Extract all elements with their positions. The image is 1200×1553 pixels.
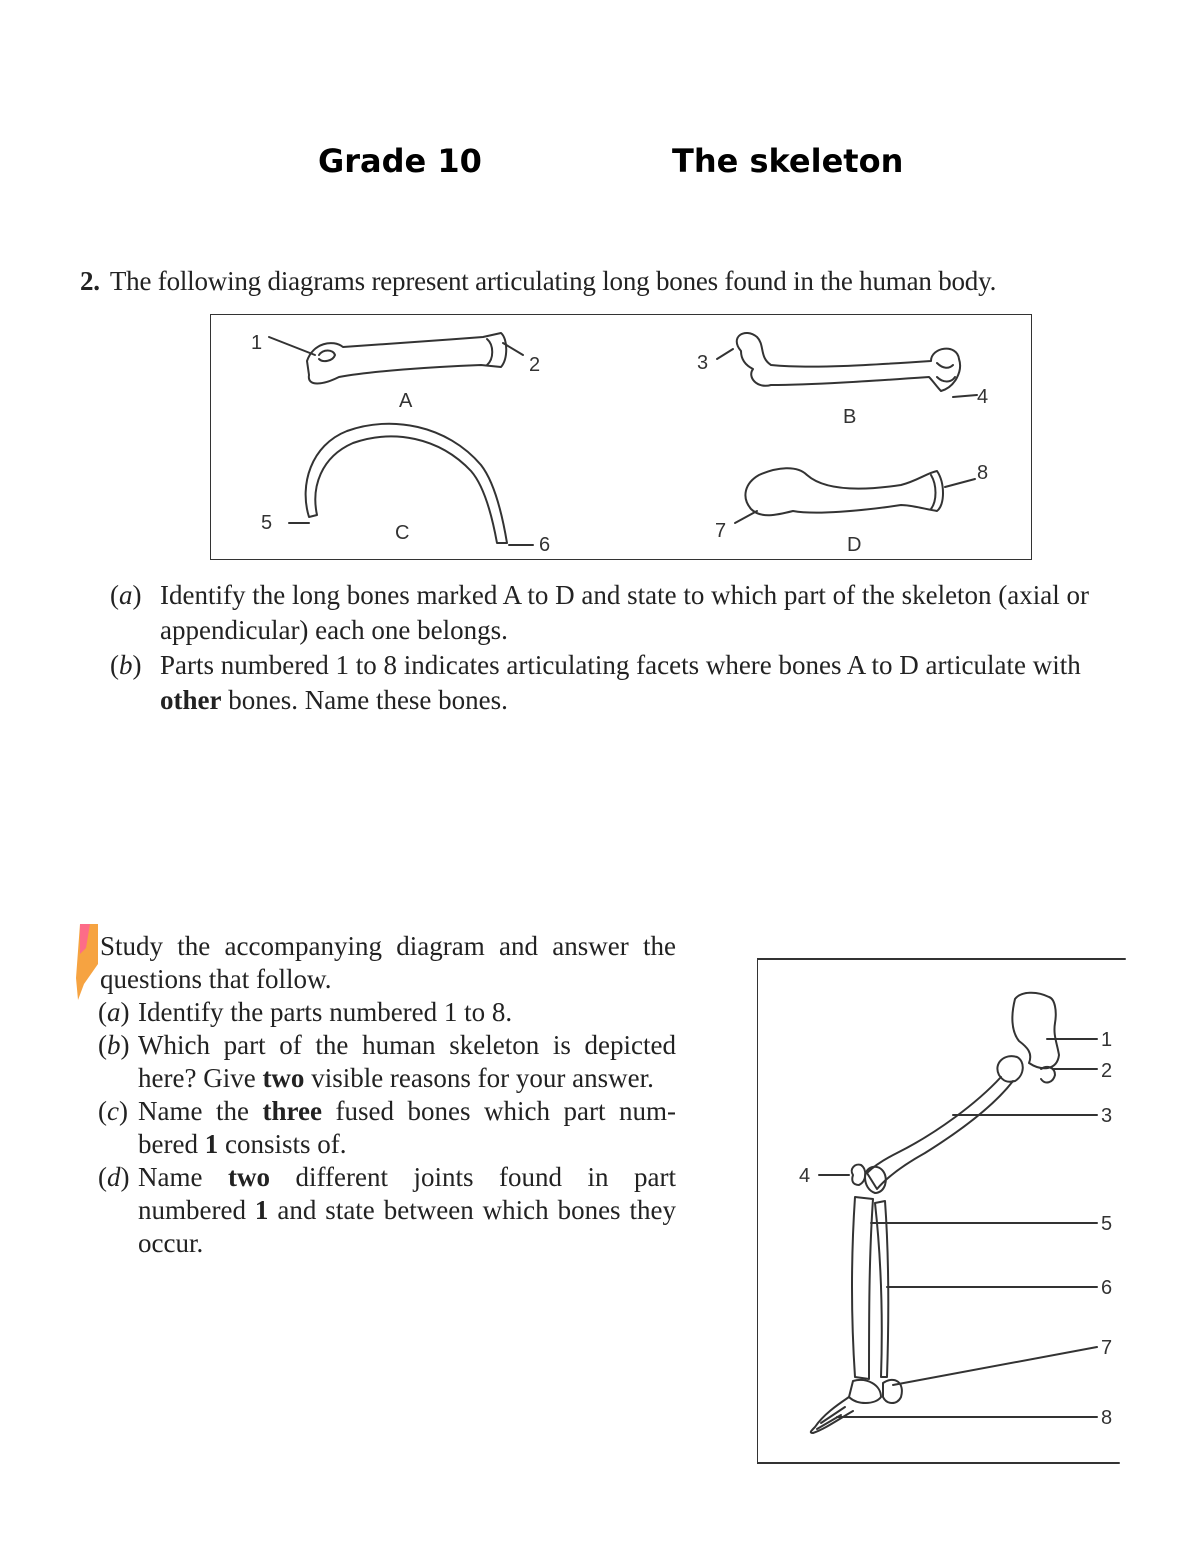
hind-limb-drawing <box>757 957 1127 1467</box>
part-text: Parts numbered 1 to 8 indicates articulating facets where bones A to D articulate with <box>160 650 1081 680</box>
bone-label-d: D <box>847 534 862 556</box>
q2-number-7: 7 <box>715 520 727 542</box>
q2-number-1: 1 <box>251 332 263 354</box>
bone-d-end <box>931 475 936 509</box>
grade-heading: Grade 10 <box>318 142 482 180</box>
part-marker: (d) <box>98 1162 130 1192</box>
part-marker: (a) <box>110 580 142 610</box>
q3-number-4: 4 <box>799 1165 811 1187</box>
tibia <box>852 1197 873 1379</box>
part-text-bold: two <box>262 1063 305 1093</box>
q3-number-1: 1 <box>1101 1029 1113 1051</box>
part-text-bold: two <box>227 1162 270 1192</box>
bone-d-shape <box>745 468 943 515</box>
question-3-part-c <box>76 1095 676 1161</box>
part-text-bold: other <box>160 685 222 715</box>
q2-number-2: 2 <box>529 354 541 376</box>
bone-b-condyles <box>937 363 955 382</box>
part-text: Identify the long bones marked A to D and state to which part of the skeleton (axial or appendicular) each one belongs. <box>160 580 1090 645</box>
bone-a-distal-end <box>487 339 492 365</box>
question-3-part-d <box>76 1161 676 1260</box>
bone-a-olecranon <box>319 351 335 362</box>
hind-limb-diagram <box>757 957 1127 1467</box>
part-text: Identify the parts numbered 1 to 8. <box>138 997 513 1027</box>
q2-number-5: 5 <box>261 512 273 534</box>
long-bones-drawing <box>211 315 1033 561</box>
question-2-text: The following diagrams represent articulating long bones found in the human body. <box>109 266 997 296</box>
part-text-bold: 1 <box>204 1129 219 1159</box>
question-3-part-b <box>76 1029 676 1095</box>
q3-number-3: 3 <box>1101 1105 1113 1127</box>
q3-number-8: 8 <box>1101 1407 1113 1429</box>
q3-number-6: 6 <box>1101 1277 1113 1299</box>
q2-number-4: 4 <box>977 386 989 408</box>
q2-number-8: 8 <box>977 462 989 484</box>
question-2-parts <box>110 578 1145 718</box>
question-3 <box>76 930 676 1260</box>
part-marker: (c) <box>98 1096 128 1126</box>
question-2-number: 2. <box>80 266 100 296</box>
long-bones-diagram <box>210 314 1032 560</box>
question-2-part-b <box>110 648 1145 718</box>
patella <box>852 1165 866 1185</box>
part-text: Which part of the human skeleton is depicted here? Give <box>138 1030 676 1093</box>
femur <box>867 1077 1013 1189</box>
topic-heading: The skeleton <box>672 142 904 180</box>
q3-number-5: 5 <box>1101 1213 1113 1235</box>
part-text: fused bones which part num-bered <box>138 1096 677 1159</box>
bone-label-c: C <box>395 522 410 544</box>
bone-label-a: A <box>399 390 413 412</box>
bone-b-shape <box>737 333 960 391</box>
q3-number-7: 7 <box>1101 1337 1113 1359</box>
q2-number-6: 6 <box>539 534 551 556</box>
highlight-marker <box>76 924 98 1000</box>
part-marker: (b) <box>98 1030 130 1060</box>
part-marker: (a) <box>98 997 130 1027</box>
q2-number-3: 3 <box>697 352 709 374</box>
question-3-part-a <box>76 996 676 1029</box>
part-text: consists of. <box>218 1129 347 1159</box>
part-text: and state between which bones they occur. <box>138 1195 677 1258</box>
tarsals <box>849 1380 881 1403</box>
q3-number-2: 2 <box>1101 1060 1113 1082</box>
part-text-bold: 1 <box>254 1195 269 1225</box>
part-text: different joints found in part numbered <box>138 1162 676 1225</box>
question-2-stem <box>80 266 996 297</box>
part-text: visible reasons for your answer. <box>304 1063 654 1093</box>
part-text: Name <box>138 1162 228 1192</box>
pelvic-girdle-shape <box>1012 993 1059 1069</box>
part-marker: (b) <box>110 650 142 680</box>
part-text-bold: three <box>262 1096 322 1126</box>
fibula <box>875 1201 888 1377</box>
question-3-stem: Study the accompanying diagram and answer the questions that follow. <box>100 931 676 994</box>
bone-label-b: B <box>843 406 857 428</box>
part-text: Name the <box>138 1096 263 1126</box>
part-text: bones. Name these bones. <box>221 685 508 715</box>
question-2-part-a <box>110 578 1145 648</box>
bone-a-shape <box>307 333 506 384</box>
